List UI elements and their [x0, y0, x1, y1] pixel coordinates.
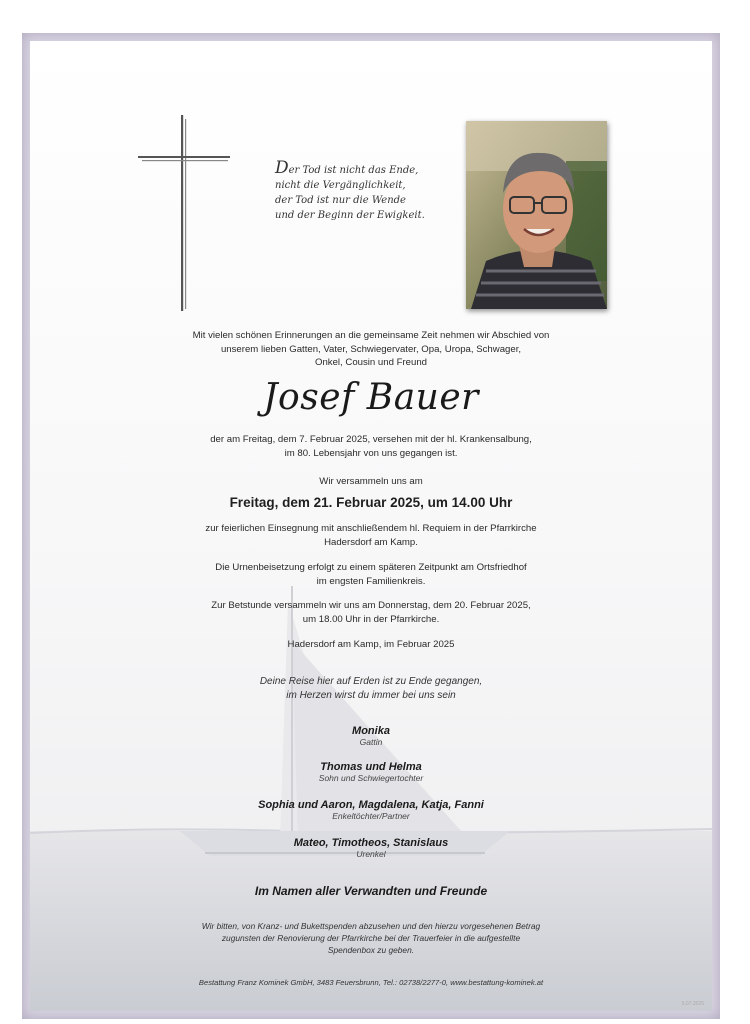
slogan-line-2: im Herzen wirst du immer bei uns sein	[286, 690, 456, 701]
prayer-line-1: Zur Betstunde versammeln wir uns am Donnerstag, dem 20. Februar 2025,	[211, 600, 531, 611]
all-relatives-line: Im Namen aller Verwandten und Freunde	[254, 884, 488, 898]
request-line-3: Spendenbox zu geben.	[327, 945, 415, 955]
mourner-group	[30, 761, 712, 783]
intro-line-2: unserem lieben Gatten, Vater, Schwiegervater, Opa, Uropa, Schwager,	[220, 343, 522, 355]
mourner-name: Thomas und Helma	[320, 761, 422, 773]
quote-line-3: der Tod ist nur die Wende	[275, 195, 406, 206]
cross-icon	[136, 113, 232, 313]
request-line-2: zugunsten der Renovierung der Pfarrkirche bei der Trauerfeier in die aufgestellte	[221, 933, 521, 943]
intro-line-3: Onkel, Cousin und Freund	[315, 357, 427, 368]
reference-number: 5.07.2025	[681, 1001, 704, 1007]
mourner-role: Urenkel	[356, 849, 386, 859]
death-line-1: der am Freitag, dem 7. Februar 2025, versehen mit der hl. Krankensalbung,	[210, 434, 532, 445]
mourner-group	[30, 837, 712, 859]
mourner-group	[30, 799, 712, 821]
mourner-name: Monika	[352, 725, 390, 737]
memorial-quote	[275, 158, 465, 223]
mourner-role: Enkeltöchter/Partner	[332, 811, 410, 821]
place-date: Hadersdorf am Kamp, im Februar 2025	[287, 639, 455, 650]
slogan-line-1: Deine Reise hier auf Erden ist zu Ende gegangen,	[259, 676, 483, 687]
funeral-home-footer: Bestattung Franz Kominek GmbH, 3483 Feuersbrunn, Tel.: 02738/2277-0, www.bestattung-kominek.at	[198, 978, 544, 987]
request-line-1: Wir bitten, von Kranz- und Bukettspenden abzusehen und den hierzu vorgesehenen Betrag	[201, 921, 541, 931]
ceremony-line-2: Hadersdorf am Kamp.	[324, 536, 418, 548]
mourner-group	[30, 725, 712, 747]
donation-request	[30, 920, 712, 956]
intro-text	[30, 329, 712, 370]
quote-line-4: und der Beginn der Ewigkeit.	[275, 210, 425, 221]
farewell-slogan	[30, 675, 712, 703]
quote-initial: D	[275, 158, 289, 178]
obituary-card	[30, 41, 712, 1011]
mourner-name: Sophia und Aaron, Magdalena, Katja, Fanni	[258, 799, 484, 811]
urn-line-2: im engsten Familienkreis.	[316, 575, 426, 587]
prayer-text	[30, 599, 712, 626]
gather-text: Wir versammeln uns am	[319, 476, 423, 487]
quote-line-2: nicht die Vergänglichkeit,	[275, 180, 406, 191]
mourner-role: Sohn und Schwiegertochter	[318, 773, 424, 783]
urn-text	[30, 561, 712, 588]
death-line-2: im 80. Lebensjahr von uns gegangen ist.	[284, 447, 458, 459]
death-text	[30, 433, 712, 460]
deceased-name: Josef Bauer	[263, 377, 479, 418]
ceremony-text	[30, 522, 712, 549]
intro-line-1: Mit vielen schönen Erinnerungen an die gemeinsame Zeit nehmen wir Abschied von	[192, 330, 550, 341]
ceremony-line-1: zur feierlichen Einsegnung mit anschließendem hl. Requiem in der Pfarrkirche	[205, 523, 537, 534]
mourner-name: Mateo, Timotheos, Stanislaus	[293, 837, 449, 849]
urn-line-1: Die Urnenbeisetzung erfolgt zu einem späteren Zeitpunkt am Ortsfriedhof	[215, 562, 527, 573]
portrait-photo	[466, 121, 607, 309]
prayer-line-2: um 18.00 Uhr in der Pfarrkirche.	[302, 613, 440, 625]
funeral-date: Freitag, dem 21. Februar 2025, um 14.00 Uhr	[229, 495, 513, 510]
quote-line-1: er Tod ist nicht das Ende,	[288, 165, 419, 176]
mourner-role: Gattin	[359, 737, 383, 747]
